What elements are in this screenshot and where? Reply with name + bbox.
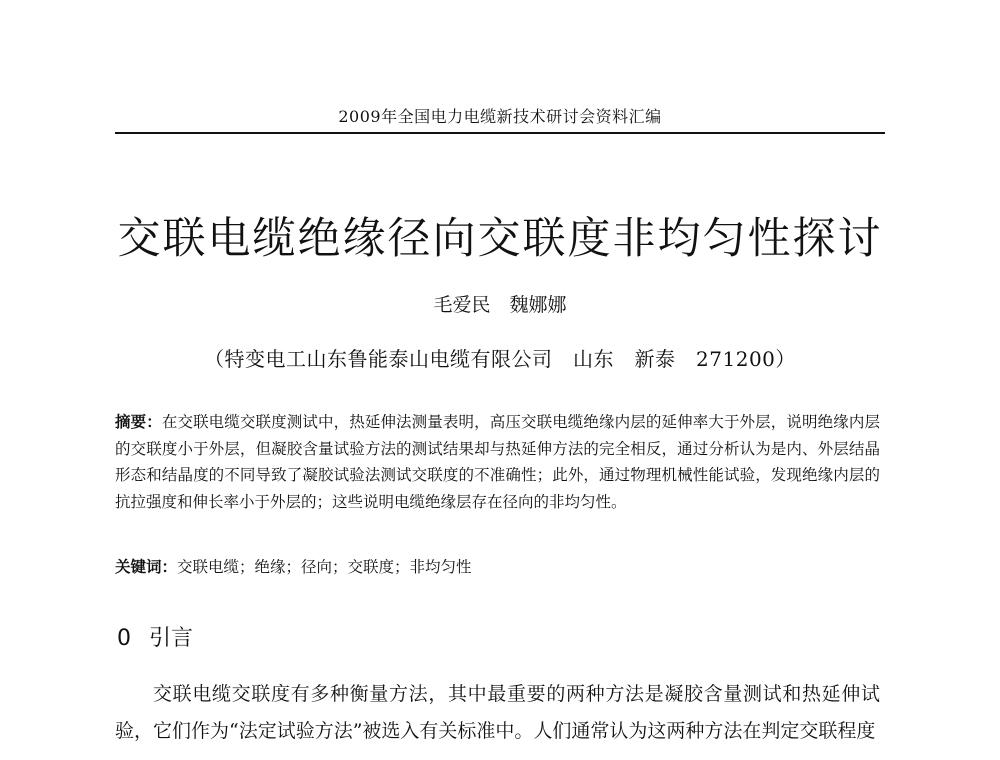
section-title: 引言 (149, 626, 194, 651)
affiliation: （特变电工山东鲁能泰山电缆有限公司 山东 新泰 271200） (204, 347, 796, 371)
running-head: 2009年全国电力电缆新技术研讨会资料汇编 (338, 107, 662, 126)
keywords (115, 555, 880, 579)
abstract-text: 在交联电缆交联度测试中，热延伸法测量表明，高压交联电缆绝缘内层的延伸率大于外层，说明绝缘内层的交联度小于外层，但凝胶含量试验方法的测试结果却与热延伸方法的完全相反，通过分析认为是内、外层结晶形态和结晶度的不同导致了凝胶试验法测试交联度的不准确性；此外，通过物理机械性能试验，发现绝缘内层的抗拉强度和伸长率小于外层的；这些说明电缆绝缘层存在径向的非均匀性。 (115, 413, 880, 511)
keywords-text: 交联电缆；绝缘；径向；交联度；非均匀性 (177, 558, 472, 576)
authors: 毛爱民 魏娜娜 (433, 294, 567, 316)
section-number: 0 (117, 626, 131, 651)
keywords-label: 关键词： (115, 557, 178, 576)
body-paragraph: 交联电缆交联度有多种衡量方法，其中最重要的两种方法是凝胶含量测试和热延伸试验，它们作为“法定试验方法”被选入有关标准中。人们通常认为这两种方法在判定交联程度 (115, 683, 880, 742)
section-heading (117, 621, 193, 652)
header-rule (115, 132, 885, 134)
abstract-label: 摘要： (115, 412, 162, 431)
paper-title: 交联电缆绝缘径向交联度非均匀性探讨 (117, 214, 883, 264)
abstract (115, 409, 880, 515)
